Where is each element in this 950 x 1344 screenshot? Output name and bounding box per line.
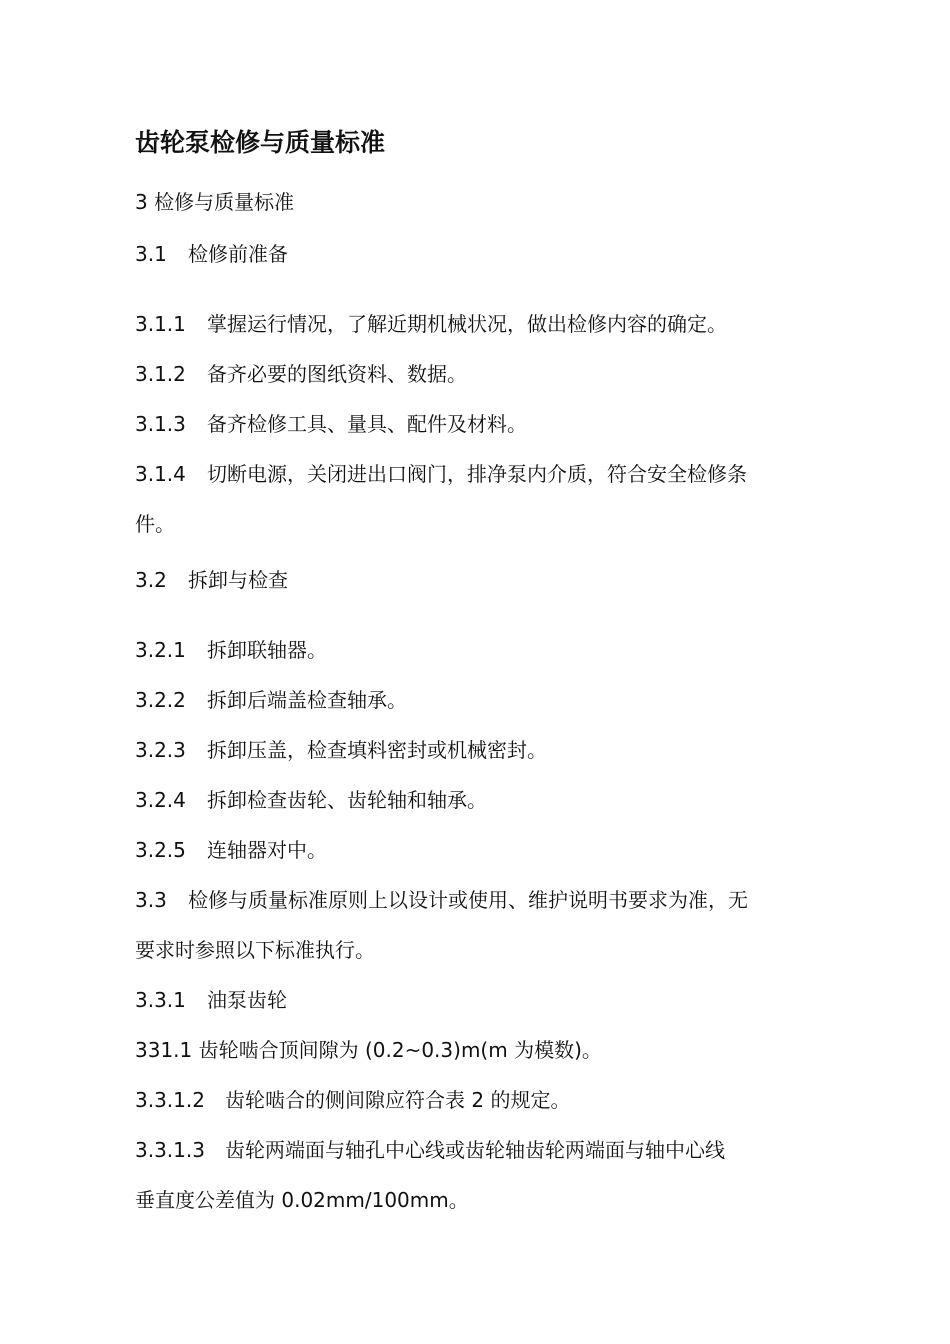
section-item	[135, 360, 467, 388]
item-text: 拆卸联轴器。	[207, 638, 327, 662]
section-item	[135, 986, 287, 1014]
section-item	[135, 736, 547, 764]
section-item	[135, 310, 727, 338]
item-number: 3.1	[135, 242, 167, 266]
item-text: 切断电源，关闭进出口阀门，排净泵内介质，符合安全检修条	[207, 462, 747, 486]
item-number: 3.2.3	[135, 738, 186, 762]
item-text: 拆卸与检查	[188, 568, 288, 592]
section-item	[135, 786, 487, 814]
item-text: 齿轮两端面与轴孔中心线或齿轮轴齿轮两端面与轴中心线	[225, 1138, 725, 1162]
section-item	[135, 410, 527, 438]
item-number: 3.3.1.2	[135, 1088, 205, 1112]
continuation-line	[135, 1186, 469, 1214]
item-text: 油泵齿轮	[207, 988, 287, 1012]
item-text: 拆卸检查齿轮、齿轮轴和轴承。	[207, 788, 487, 812]
document-title: 齿轮泵检修与质量标准	[135, 128, 386, 157]
line-text: 件。	[135, 512, 175, 536]
item-number: 3.1.2	[135, 362, 186, 386]
item-number: 3.2.4	[135, 788, 186, 812]
line-text: 垂直度公差值为 0.02mm/100mm。	[135, 1188, 469, 1212]
section-item	[135, 686, 407, 714]
item-text: 掌握运行情况，了解近期机械状况，做出检修内容的确定。	[207, 312, 727, 336]
item-text: 检修前准备	[188, 242, 288, 266]
section-heading	[135, 188, 294, 216]
section-item	[135, 460, 747, 488]
section-item	[135, 1086, 570, 1114]
item-number: 3.3	[135, 888, 167, 912]
item-text: 连轴器对中。	[207, 838, 327, 862]
item-number: 3.1.1	[135, 312, 186, 336]
section-item	[135, 886, 748, 914]
item-number: 3.3.1.3	[135, 1138, 205, 1162]
item-text: 检修与质量标准原则上以设计或使用、维护说明书要求为准，无	[188, 888, 748, 912]
section-item	[135, 636, 327, 664]
item-number: 3.2.5	[135, 838, 186, 862]
item-text: 拆卸后端盖检查轴承。	[207, 688, 407, 712]
section-item	[135, 1036, 602, 1064]
line-text: 3 检修与质量标准	[135, 190, 295, 214]
line-text: 331.1 齿轮啮合顶间隙为 (0.2~0.3)m(m 为模数)。	[135, 1038, 602, 1062]
item-number: 3.1.4	[135, 462, 186, 486]
item-text: 齿轮啮合的侧间隙应符合表 2 的规定。	[225, 1088, 571, 1112]
item-text: 备齐检修工具、量具、配件及材料。	[207, 412, 527, 436]
item-text: 拆卸压盖，检查填料密封或机械密封。	[207, 738, 547, 762]
section-item	[135, 1136, 725, 1164]
section-item	[135, 566, 288, 594]
item-text: 备齐必要的图纸资料、数据。	[207, 362, 467, 386]
item-number: 3.2	[135, 568, 167, 592]
section-item	[135, 836, 327, 864]
continuation-line	[135, 936, 375, 964]
item-number: 3.2.1	[135, 638, 186, 662]
item-number: 3.1.3	[135, 412, 186, 436]
section-item	[135, 240, 288, 268]
item-number: 3.2.2	[135, 688, 186, 712]
item-number: 3.3.1	[135, 988, 186, 1012]
continuation-line	[135, 510, 175, 538]
line-text: 要求时参照以下标准执行。	[135, 938, 375, 962]
